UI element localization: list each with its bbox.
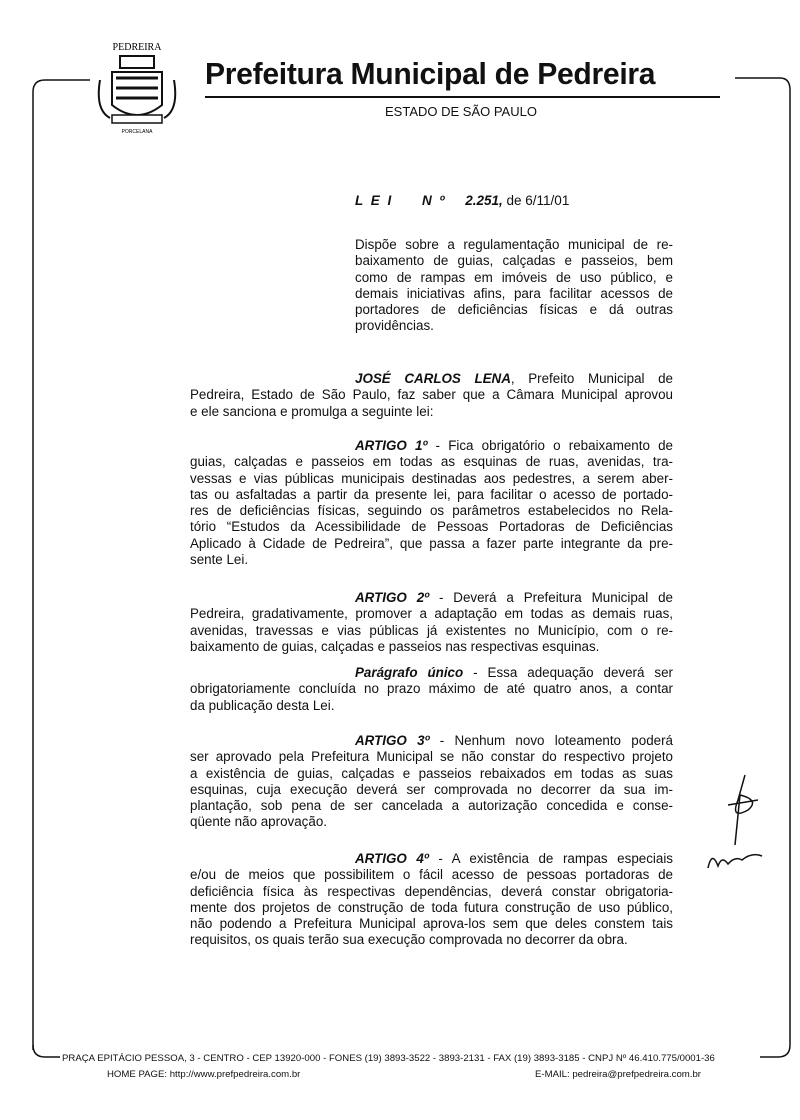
paragraph-first-line (190, 733, 673, 749)
paragraph-line: vessas e vias públicas municipais destinadas aos pedestres, a serem aber- (190, 470, 673, 486)
footer-address: PRAÇA EPITÁCIO PESSOA, 3 - CENTRO - CEP 13920-000 - FONES (19) 3893-3522 - 3893-2131 - FAX (19) 3893-3185 - CNPJ Nº 46.410.775/0001-36 (62, 1053, 715, 1064)
law-label: L E I N º (355, 193, 447, 208)
article-paragraph (190, 851, 673, 949)
paragraph-line: mente dos projetos de construção de toda futura construção de uso público, (190, 899, 673, 915)
paragraph-line: e ele sanciona e promulga a seguinte lei: (190, 403, 434, 419)
summary-line: baixamento de guias, calçadas e passeios, bem (355, 253, 673, 269)
paragraph-line: a existência de guias, calçadas e passeios rebaixados em todas as suas (190, 765, 673, 781)
article-heading: ARTIGO 1º (355, 438, 428, 453)
paragraph-line: sente Lei. (190, 552, 249, 568)
paragraph-text: - Essa adequação deverá ser (463, 665, 673, 680)
law-date: de 6/11/01 (502, 193, 570, 208)
paragraph-first-line (190, 851, 673, 867)
paragraph-first-line (190, 438, 673, 454)
summary-line: Dispõe sobre a regulamentação municipal de re- (355, 237, 673, 252)
article-heading: ARTIGO 2º (355, 590, 430, 605)
article-paragraph (190, 371, 673, 420)
page-title: Prefeitura Municipal de Pedreira (205, 56, 656, 91)
law-number: 2.251, (465, 193, 503, 208)
summary-line: providências. (355, 318, 434, 334)
title-divider (205, 96, 720, 98)
summary-line: como de rampas em imóveis de uso público, e (355, 269, 673, 285)
paragraph-line: obrigatoriamente concluída no prazo máximo de até quatro anos, a contar (190, 681, 673, 697)
article-paragraph (190, 665, 673, 714)
paragraph-first-line (190, 371, 673, 387)
paragraph-text: , Prefeito Municipal de (510, 371, 674, 386)
paragraph-first-line (190, 665, 673, 681)
article-paragraph (190, 438, 673, 568)
law-heading (355, 193, 569, 208)
footer-homepage: HOME PAGE: http://www.prefpedreira.com.br (107, 1069, 301, 1080)
paragraph-text: - Deverá a Prefeitura Municipal de (429, 590, 673, 605)
summary-line: demais iniciativas afins, para facilitar acessos de (355, 285, 673, 301)
paragraph-line: esquinas, cuja execução deverá ser comprovada no decorrer da sua im- (190, 781, 673, 797)
paragraph-line: guias, calçadas e passeios em todas as esquinas de ruas, avenidas, tra- (190, 454, 673, 470)
paragraph-text: - Nenhum novo loteamento poderá (429, 733, 673, 748)
paragraph-line: da publicação desta Lei. (190, 697, 335, 713)
summary-line: portadores de deficiências físicas e dá outras (355, 302, 673, 318)
paragraph-line: res de deficiências físicas, seguindo os parâmetros estabelecidos no Rela- (190, 503, 673, 519)
article-heading: JOSÉ CARLOS LENA (355, 371, 511, 386)
paragraph-line: Pedreira, Estado de São Paulo, faz saber que a Câmara Municipal aprovou (190, 387, 673, 403)
svg-text:PORCELANA: PORCELANA (121, 129, 153, 135)
paragraph-line: não podendo a Prefeitura Municipal aprova-los sem que deles constem tais (190, 916, 673, 932)
paragraph-text: - Fica obrigatório o rebaixamento de (427, 438, 673, 453)
paragraph-first-line (190, 590, 673, 606)
paragraph-line: tório “Estudos da Acessibilidade de Pessoas Portadoras de Deficiências (190, 519, 673, 535)
paragraph-line: Pedreira, gradativamente, promover a adaptação em todas as demais ruas, (190, 606, 673, 622)
article-paragraph (190, 733, 673, 831)
article-paragraph (190, 590, 673, 655)
paragraph-line: requisitos, os quais terão sua execução comprovada no decorrer da obra. (190, 932, 628, 948)
paragraph-line: baixamento de guias, calçadas e passeios nas respectivas esquinas. (190, 638, 600, 654)
paragraph-text: - A existência de rampas especiais (428, 851, 674, 866)
paragraph-line: e/ou de meios que possibilitem o fácil acesso de pessoas portadoras de (190, 867, 673, 883)
paragraph-line: avenidas, travessas e vias públicas já existentes no Município, com o re- (190, 622, 673, 638)
footer-email: E-MAIL: pedreira@prefpedreira.com.br (535, 1069, 701, 1080)
paragraph-line: plantação, sob pena de ser cancelada a autorização concedida e conse- (190, 798, 673, 814)
logo-text: PEDREIRA (112, 42, 162, 53)
paragraph-line: ser aprovado pela Prefeitura Municipal se não constar do respectivo projeto (190, 749, 673, 765)
paragraph-line: Aplicado à Cidade de Pedreira”, que passa a fazer parte integrante da pre- (190, 535, 673, 551)
state-subtitle: ESTADO DE SÃO PAULO (385, 104, 537, 119)
signatures (708, 775, 762, 868)
paragraph-line: deficiência física às respectivas dependências, deverá constar obrigatoria- (190, 883, 673, 899)
article-heading: Parágrafo único (355, 665, 464, 680)
law-summary (355, 237, 673, 335)
article-heading: ARTIGO 4º (355, 851, 429, 866)
paragraph-line: qüente não aprovação. (190, 814, 327, 830)
paragraph-line: tas ou asfaltadas a partir da presente lei, para facilitar o acesso de portado- (190, 486, 673, 502)
article-heading: ARTIGO 3º (355, 733, 430, 748)
coat-of-arms-logo (99, 42, 176, 135)
